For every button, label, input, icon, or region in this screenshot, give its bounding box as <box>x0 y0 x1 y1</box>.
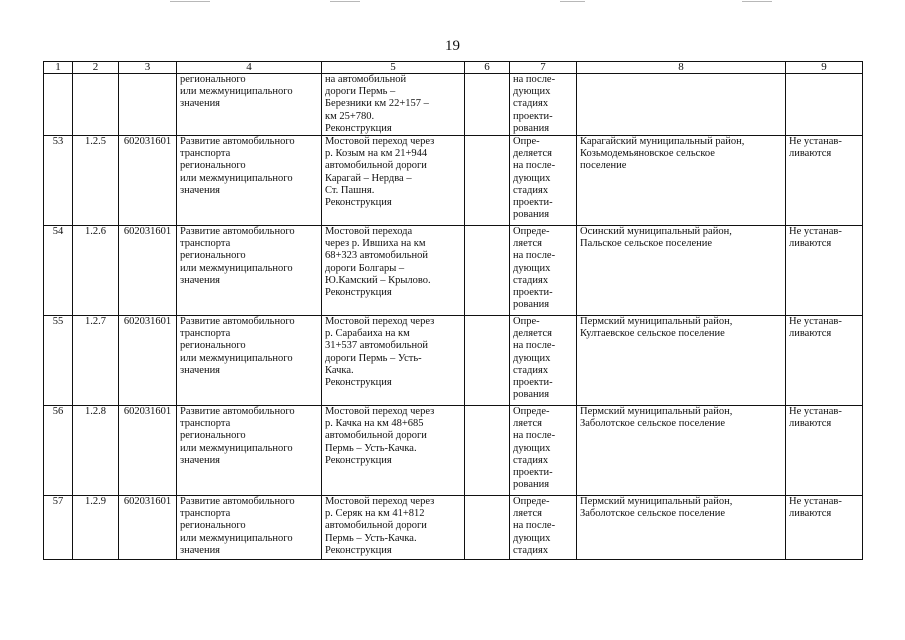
row-number-cell: 54 <box>44 226 73 316</box>
object-cell-line: дороги Пермь – Усть- <box>325 352 422 364</box>
row-number-cell: 57 <box>44 496 73 560</box>
term-cell-line: Опреде- <box>513 496 550 508</box>
object-cell-line: р. Козым на км 21+944 <box>325 148 428 160</box>
term-cell-line: рования <box>513 122 550 134</box>
purpose-cell-line: значения <box>180 364 221 376</box>
object-cell-line: Березники км 22+157 – <box>325 98 429 110</box>
purpose-cell <box>177 316 322 406</box>
purpose-cell-line: регионального <box>180 340 246 352</box>
location-cell-line: Култаевское сельское поселение <box>580 328 725 340</box>
column-header: 2 <box>73 62 119 74</box>
empty-cell <box>465 226 510 316</box>
location-cell <box>577 316 786 406</box>
row-number-cell: 55 <box>44 316 73 406</box>
object-cell-line: Качка. <box>325 364 354 376</box>
location-cell-line: поселение <box>580 160 627 172</box>
object-cell-line: Мостовой переход через <box>325 136 435 148</box>
purpose-cell <box>177 74 322 136</box>
column-header: 1 <box>44 62 73 74</box>
table-row <box>44 136 863 226</box>
term-cell-line: стадиях <box>513 98 549 110</box>
purpose-cell-line: регионального <box>180 430 246 442</box>
zones-cell-line: ливаются <box>789 148 832 160</box>
object-cell-line: Реконструкция <box>325 454 392 466</box>
object-cell-line: Мостовой переход через <box>325 316 435 328</box>
table-row <box>44 74 863 136</box>
location-cell-line: Пермский муниципальный район, <box>580 406 733 418</box>
term-cell-line: дующих <box>513 86 551 98</box>
term-cell-line: дующих <box>513 352 551 364</box>
location-cell <box>577 74 786 136</box>
purpose-cell-line: транспорта <box>180 238 231 250</box>
zones-cell <box>786 406 863 496</box>
term-cell-line: на после- <box>513 250 556 262</box>
term-cell-line: проекти- <box>513 110 553 122</box>
term-cell-line: на после- <box>513 430 556 442</box>
object-cell-line: р. Качка на км 48+685 <box>325 418 424 430</box>
column-number-header-row <box>44 62 863 74</box>
identifier-cell: 602031601 <box>119 496 177 560</box>
purpose-cell-line: транспорта <box>180 508 231 520</box>
term-cell <box>510 316 577 406</box>
purpose-cell-line: значения <box>180 274 221 286</box>
zones-cell-line: Не устанав- <box>789 136 842 148</box>
object-cell <box>322 136 465 226</box>
code-cell <box>73 74 119 136</box>
location-cell-line: Пермский муниципальный район, <box>580 316 733 328</box>
object-cell-line: Пермь – Усть-Качка. <box>325 532 417 544</box>
object-cell-line: 68+323 автомобильной <box>325 250 429 262</box>
term-cell-line: ляется <box>513 508 542 520</box>
purpose-cell <box>177 226 322 316</box>
purpose-cell-line: Развитие автомобильного <box>180 316 295 328</box>
purpose-cell <box>177 496 322 560</box>
code-cell: 1.2.7 <box>73 316 119 406</box>
code-cell: 1.2.8 <box>73 406 119 496</box>
purpose-cell-line: значения <box>180 184 221 196</box>
term-cell-line: рования <box>513 299 550 311</box>
object-cell-line: Реконструкция <box>325 377 392 389</box>
term-cell-line: проекти- <box>513 377 553 389</box>
object-cell-line: р. Сарабаиха на км <box>325 328 410 340</box>
code-cell: 1.2.6 <box>73 226 119 316</box>
term-cell-line: деляется <box>513 148 552 160</box>
term-cell <box>510 226 577 316</box>
purpose-cell <box>177 406 322 496</box>
term-cell-line: проекти- <box>513 467 553 479</box>
purpose-cell-line: Развитие автомобильного <box>180 136 295 148</box>
term-cell-line: дующих <box>513 172 551 184</box>
table-row <box>44 316 863 406</box>
object-cell <box>322 226 465 316</box>
empty-cell <box>465 74 510 136</box>
column-header: 8 <box>577 62 786 74</box>
identifier-cell: 602031601 <box>119 316 177 406</box>
object-cell-line: Реконструкция <box>325 544 392 556</box>
object-cell-line: на автомобильной <box>325 74 407 85</box>
table-row <box>44 496 863 560</box>
purpose-cell-line: Развитие автомобильного <box>180 406 295 418</box>
object-cell-line: Пермь – Усть-Качка. <box>325 442 417 454</box>
code-cell: 1.2.9 <box>73 496 119 560</box>
identifier-cell: 602031601 <box>119 406 177 496</box>
term-cell-line: стадиях <box>513 184 549 196</box>
purpose-cell-line: Развитие автомобильного <box>180 226 295 238</box>
purpose-cell-line: или межмуниципального <box>180 352 293 364</box>
object-cell-line: Реконструкция <box>325 197 392 209</box>
location-cell-line: Осинский муниципальный район, <box>580 226 732 238</box>
object-cell-line: Ст. Пашня. <box>325 184 375 196</box>
table-row <box>44 406 863 496</box>
empty-cell <box>465 136 510 226</box>
object-cell-line: Мостовой переход через <box>325 406 435 418</box>
term-cell-line: Опреде- <box>513 226 550 238</box>
empty-cell <box>465 316 510 406</box>
term-cell-line: на после- <box>513 160 556 172</box>
purpose-cell-line: или межмуниципального <box>180 532 293 544</box>
object-cell <box>322 406 465 496</box>
term-cell-line: ляется <box>513 238 542 250</box>
object-cell-line: Мостовой переход через <box>325 496 435 508</box>
zones-cell-line: Не устанав- <box>789 496 842 508</box>
purpose-cell-line: транспорта <box>180 418 231 430</box>
purpose-cell-line: регионального <box>180 160 246 172</box>
object-cell-line: Мостовой перехода <box>325 226 413 238</box>
term-cell-line: Опре- <box>513 136 540 148</box>
purpose-cell-line: транспорта <box>180 148 231 160</box>
term-cell-line: на после- <box>513 340 556 352</box>
object-cell <box>322 74 465 136</box>
identifier-cell <box>119 74 177 136</box>
zones-cell <box>786 136 863 226</box>
term-cell-line: рования <box>513 209 550 221</box>
scan-top-rules <box>0 0 905 4</box>
page-number: 19 <box>445 38 460 54</box>
table-row <box>44 226 863 316</box>
identifier-cell: 602031601 <box>119 136 177 226</box>
column-header: 7 <box>510 62 577 74</box>
location-cell-line: Пермский муниципальный район, <box>580 496 733 508</box>
term-cell-line: стадиях <box>513 364 549 376</box>
term-cell <box>510 74 577 136</box>
term-cell-line: стадиях <box>513 454 549 466</box>
zones-cell <box>786 226 863 316</box>
object-cell-line: км 25+780. <box>325 110 375 122</box>
term-cell-line: деляется <box>513 328 552 340</box>
term-cell-line: на после- <box>513 520 556 532</box>
term-cell <box>510 496 577 560</box>
location-cell <box>577 226 786 316</box>
term-cell-line: дующих <box>513 262 551 274</box>
document-table <box>43 61 863 560</box>
object-cell-line: Реконструкция <box>325 287 392 299</box>
zones-cell-line: ливаются <box>789 418 832 430</box>
row-number-cell: 56 <box>44 406 73 496</box>
term-cell-line: рования <box>513 389 550 401</box>
location-cell-line: Козьмодемьяновское сельское <box>580 148 715 160</box>
purpose-cell-line: регионального <box>180 74 246 85</box>
purpose-cell-line: транспорта <box>180 328 231 340</box>
object-cell-line: автомобильной дороги <box>325 430 427 442</box>
object-cell <box>322 316 465 406</box>
location-cell-line: Пальское сельское поселение <box>580 238 713 250</box>
zones-cell-line: Не устанав- <box>789 226 842 238</box>
location-cell <box>577 496 786 560</box>
purpose-cell-line: или межмуниципального <box>180 262 293 274</box>
purpose-cell <box>177 136 322 226</box>
purpose-cell-line: регионального <box>180 250 246 262</box>
purpose-cell-line: значения <box>180 544 221 556</box>
location-cell <box>577 406 786 496</box>
column-header: 3 <box>119 62 177 74</box>
purpose-cell-line: Развитие автомобильного <box>180 496 295 508</box>
zones-cell <box>786 74 863 136</box>
location-cell-line: Карагайский муниципальный район, <box>580 136 745 148</box>
empty-cell <box>465 496 510 560</box>
purpose-cell-line: регионального <box>180 520 246 532</box>
term-cell-line: Опреде- <box>513 406 550 418</box>
code-cell: 1.2.5 <box>73 136 119 226</box>
term-cell-line: Опре- <box>513 316 540 328</box>
term-cell <box>510 136 577 226</box>
column-header: 9 <box>786 62 863 74</box>
term-cell-line: на после- <box>513 74 556 85</box>
zones-cell <box>786 496 863 560</box>
term-cell <box>510 406 577 496</box>
object-cell-line: Реконструкция <box>325 122 392 134</box>
zones-cell-line: Не устанав- <box>789 316 842 328</box>
zones-cell-line: ливаются <box>789 508 832 520</box>
term-cell-line: проекти- <box>513 197 553 209</box>
row-number-cell <box>44 74 73 136</box>
term-cell-line: дующих <box>513 442 551 454</box>
column-header: 4 <box>177 62 322 74</box>
term-cell-line: стадиях <box>513 274 549 286</box>
term-cell-line: стадиях <box>513 544 549 556</box>
term-cell-line: рования <box>513 479 550 491</box>
row-number-cell: 53 <box>44 136 73 226</box>
term-cell-line: дующих <box>513 532 551 544</box>
zones-cell <box>786 316 863 406</box>
purpose-cell-line: или межмуниципального <box>180 442 293 454</box>
object-cell-line: Ю.Камский – Крылово. <box>325 274 431 286</box>
object-cell-line: Карагай – Нердва – <box>325 172 412 184</box>
object-cell-line: 31+537 автомобильной <box>325 340 429 352</box>
column-header: 5 <box>322 62 465 74</box>
zones-cell-line: ливаются <box>789 328 832 340</box>
purpose-cell-line: или межмуниципального <box>180 172 293 184</box>
object-cell-line: дороги Болгары – <box>325 262 405 274</box>
identifier-cell: 602031601 <box>119 226 177 316</box>
location-cell <box>577 136 786 226</box>
object-cell-line: через р. Ившиха на км <box>325 238 426 250</box>
empty-cell <box>465 406 510 496</box>
location-cell-line: Заболотское сельское поселение <box>580 508 726 520</box>
term-cell-line: проекти- <box>513 287 553 299</box>
purpose-cell-line: значения <box>180 454 221 466</box>
object-cell-line: дороги Пермь – <box>325 86 396 98</box>
zones-cell-line: ливаются <box>789 238 832 250</box>
object-cell-line: автомобильной дороги <box>325 160 427 172</box>
object-cell <box>322 496 465 560</box>
location-cell-line: Заболотское сельское поселение <box>580 418 726 430</box>
purpose-cell-line: или межмуниципального <box>180 86 293 98</box>
object-cell-line: автомобильной дороги <box>325 520 427 532</box>
object-cell-line: р. Серяк на км 41+812 <box>325 508 425 520</box>
column-header: 6 <box>465 62 510 74</box>
term-cell-line: ляется <box>513 418 542 430</box>
zones-cell-line: Не устанав- <box>789 406 842 418</box>
purpose-cell-line: значения <box>180 98 221 110</box>
